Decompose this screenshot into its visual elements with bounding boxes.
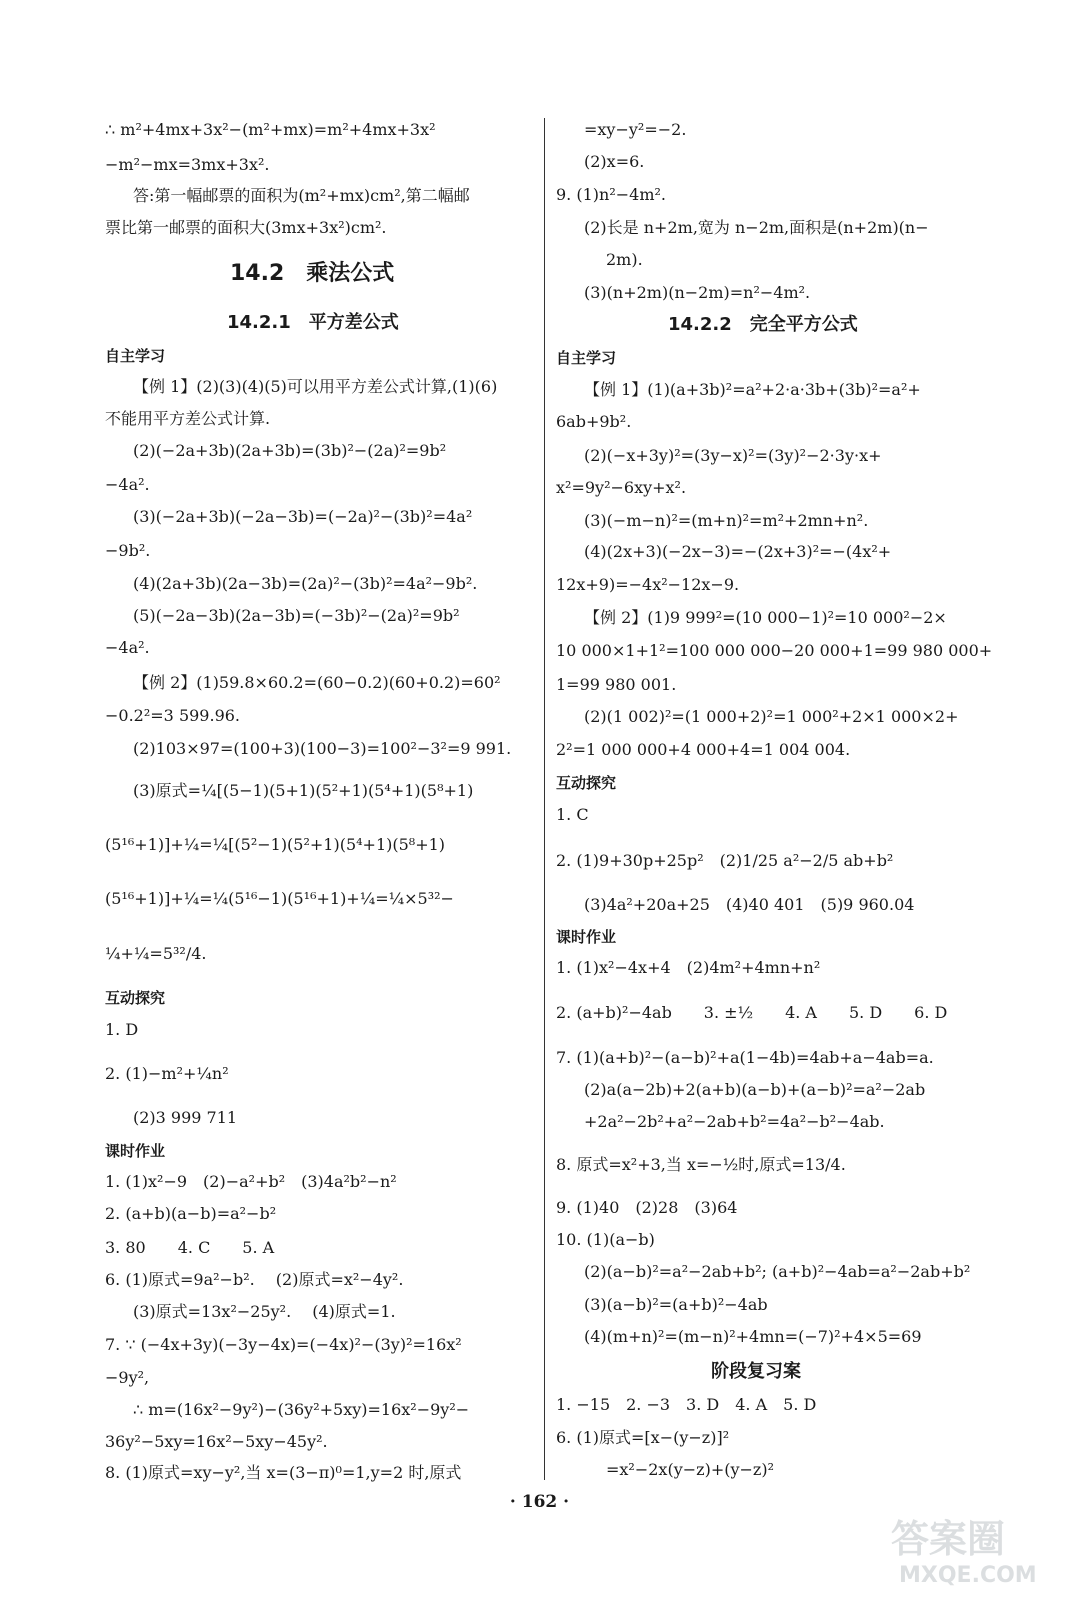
text-line: (5)(−2a−3b)(2a−3b)=(−3b)²−(2a)²=9b² [133,606,460,625]
text-line: 10. (1)(a−b) [556,1230,655,1249]
text-line: ¼+¼=5³²/4. [105,944,207,963]
text-line: 6ab+9b². [556,412,632,431]
text-line: −9b². [105,541,151,560]
text-line: −9y², [105,1368,150,1387]
text-line: 2²=1 000 000+4 000+4=1 004 004. [556,740,851,759]
text-line: (4)(2x+3)(−2x−3)=−(2x+3)²=−(4x²+ [584,542,892,561]
section-heading: 互动探究 [105,989,166,1007]
text-line: 1. (1)x²−4x+4 (2)4m²+4mn+n² [556,958,821,977]
text-line: 2. (a+b)²−4ab 3. ±½ 4. A 5. D 6. D [556,1003,948,1022]
watermark-url: MXQE.COM [899,1563,1037,1588]
watermark-logo [885,1510,1070,1590]
section-heading: 互动探究 [556,774,617,792]
text-line: (2)(1 002)²=(1 000+2)²=1 000²+2×1 000×2+ [584,707,959,726]
column-divider [544,118,545,1480]
text-line: 7. (1)(a+b)²−(a−b)²+a(1−4b)=4ab+a−4ab=a. [556,1048,934,1067]
text-line: (2)(−2a+3b)(2a+3b)=(3b)²−(2a)²=9b² [133,441,447,460]
chapter-title: 阶段复习案 [711,1361,801,1382]
text-line: 6. (1)原式=9a²−b². (2)原式=x²−4y². [105,1270,404,1289]
text-line: 6. (1)原式=[x−(y−z)]² [556,1428,730,1447]
text-line: 1. −15 2. −3 3. D 4. A 5. D [556,1395,817,1414]
text-line: −4a². [105,475,150,494]
text-line: (2)3 999 711 [133,1108,238,1127]
text-line: 7. ∵ (−4x+3y)(−3y−4x)=(−4x)²−(3y)²=16x² [105,1335,462,1354]
text-line: 2. (1)−m²+¼n² [105,1064,229,1083]
text-line: 票比第一邮票的面积大(3mx+3x²)cm². [105,218,387,237]
text-line: ∴ m²+4mx+3x²−(m²+mx)=m²+4mx+3x² [105,120,436,139]
text-line: (2)(a−b)²=a²−2ab+b²; (a+b)²−4ab=a²−2ab+b² [584,1262,971,1281]
text-line: (2)103×97=(100+3)(100−3)=100²−3²=9 991. [133,739,512,758]
text-line: (3)(a−b)²=(a+b)²−4ab [584,1295,768,1314]
section-heading: 课时作业 [105,1142,166,1160]
text-line: 8. 原式=x²+3,当 x=−½时,原式=13/4. [556,1155,846,1174]
text-line: (4)(m+n)²=(m−n)²+4mn=(−7)²+4×5=69 [584,1327,922,1346]
text-line: +2a²−2b²+a²−2ab+b²=4a²−b²−4ab. [584,1112,885,1131]
text-line: (3)(n+2m)(n−2m)=n²−4m². [584,283,811,302]
text-line: −0.2²=3 599.96. [105,706,241,725]
text-line: (2)x=6. [584,152,645,171]
watermark-title: 答案圈 [891,1517,1006,1561]
text-line: 9. (1)40 (2)28 (3)64 [556,1198,738,1217]
text-line: =x²−2x(y−z)+(y−z)² [606,1460,774,1479]
text-line: (5¹⁶+1)]+¼=¼(5¹⁶−1)(5¹⁶+1)+¼=¼×5³²− [105,889,454,908]
section-heading: 课时作业 [556,928,617,946]
text-line: 2m). [606,250,643,269]
chapter-title: 14.2.2 完全平方公式 [668,314,858,335]
text-line: 12x+9)=−4x²−12x−9. [556,575,740,594]
text-line: (3)(−2a+3b)(−2a−3b)=(−2a)²−(3b)²=4a² [133,507,473,526]
text-line: (3)4a²+20a+25 (4)40 401 (5)9 960.04 [584,895,915,914]
text-line: 1=99 980 001. [556,675,677,694]
text-line: 8. (1)原式=xy−y²,当 x=(3−π)⁰=1,y=2 时,原式 [105,1463,462,1482]
text-line: 3. 80 4. C 5. A [105,1238,275,1257]
chapter-title: 14.2.1 平方差公式 [227,312,399,333]
text-line: −m²−mx=3mx+3x². [105,155,270,174]
text-line: 2. (a+b)(a−b)=a²−b² [105,1204,277,1223]
text-line: x²=9y²−6xy+x². [556,478,687,497]
text-line: (3)原式=13x²−25y². (4)原式=1. [133,1302,396,1321]
text-line: 2. (1)9+30p+25p² (2)1/25 a²−2/5 ab+b² [556,851,894,870]
text-line: 答:第一幅邮票的面积为(m²+mx)cm²,第二幅邮 [133,186,470,205]
section-heading: 自主学习 [105,347,166,365]
text-line: 9. (1)n²−4m². [556,185,666,204]
text-line: 【例 1】(1)(a+3b)²=a²+2·a·3b+(3b)²=a²+ [584,380,921,399]
text-line: =xy−y²=−2. [584,120,687,139]
section-heading: 自主学习 [556,349,617,367]
text-line: 【例 2】(1)9 999²=(10 000−1)²=10 000²−2× [584,608,947,627]
text-line: 1. D [105,1020,139,1039]
text-line: 10 000×1+1²=100 000 000−20 000+1=99 980 000+ [556,641,993,660]
text-line: 【例 1】(2)(3)(4)(5)可以用平方差公式计算,(1)(6) [133,377,498,396]
text-line: −4a². [105,638,150,657]
text-line: 1. (1)x²−9 (2)−a²+b² (3)4a²b²−n² [105,1172,397,1191]
text-line: (2)长是 n+2m,宽为 n−2m,面积是(n+2m)(n− [584,218,929,237]
text-line: 1. C [556,805,589,824]
text-line: ∴ m=(16x²−9y²)−(36y²+5xy)=16x²−9y²− [133,1400,470,1419]
text-line: (3)(−m−n)²=(m+n)²=m²+2mn+n². [584,511,869,530]
chapter-title: 14.2 乘法公式 [230,261,395,286]
text-line: 不能用平方差公式计算. [105,409,271,428]
text-line: (4)(2a+3b)(2a−3b)=(2a)²−(3b)²=4a²−9b². [133,574,478,593]
text-line: (2)a(a−2b)+2(a+b)(a−b)+(a−b)²=a²−2ab [584,1080,926,1099]
page-number: · 162 · [509,1492,570,1512]
text-line: (2)(−x+3y)²=(3y−x)²=(3y)²−2·3y·x+ [584,446,882,465]
text-line: 36y²−5xy=16x²−5xy−45y². [105,1432,328,1451]
text-line: 【例 2】(1)59.8×60.2=(60−0.2)(60+0.2)=60² [133,673,501,692]
text-line: (5¹⁶+1)]+¼=¼[(5²−1)(5²+1)(5⁴+1)(5⁸+1) [105,835,446,854]
text-line: (3)原式=¼[(5−1)(5+1)(5²+1)(5⁴+1)(5⁸+1) [133,781,474,800]
